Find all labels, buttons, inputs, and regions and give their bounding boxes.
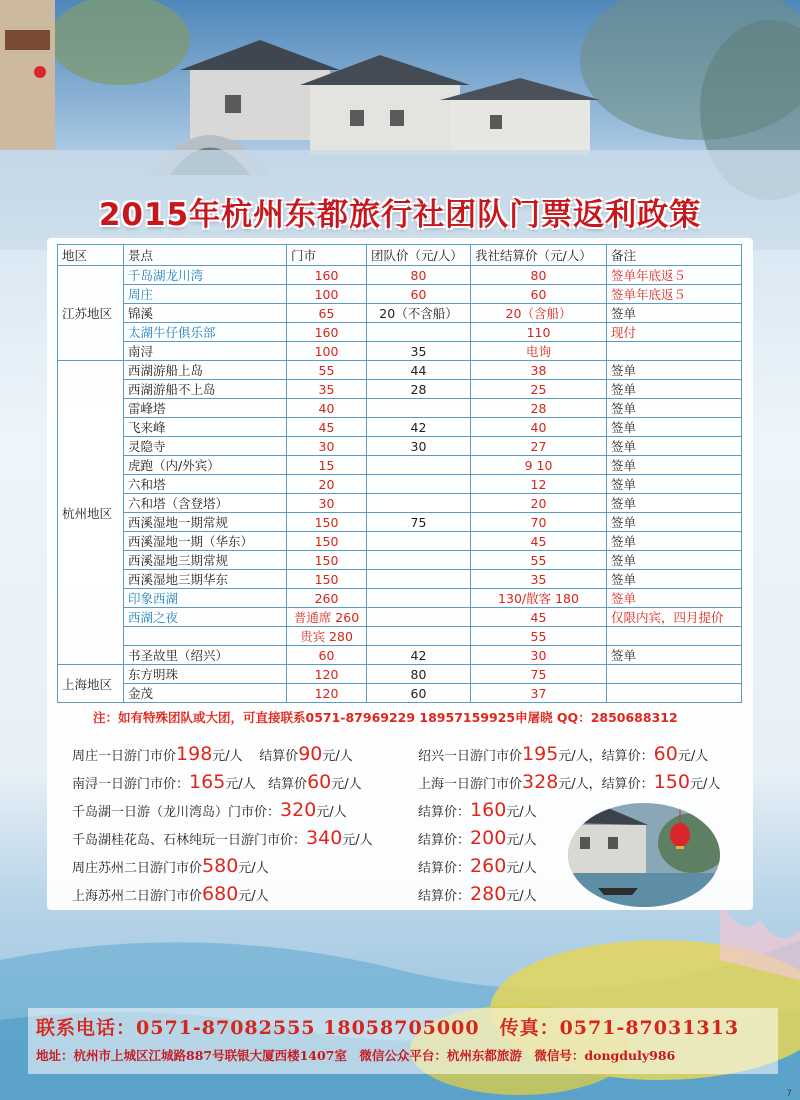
table-row — [58, 323, 742, 342]
retail-price: 55 — [287, 361, 367, 380]
table-row — [58, 418, 742, 437]
promo-settle: 160 — [470, 799, 507, 821]
table-row — [58, 513, 742, 532]
spot-name: 西湖游船不上岛 — [124, 380, 287, 399]
promo-retail: 580 — [202, 855, 239, 877]
table-row — [58, 551, 742, 570]
promo-label: 千岛湖一日游（龙川湾岛）门市价： — [72, 805, 281, 820]
promo-retail: 195 — [522, 743, 559, 765]
table-row — [58, 570, 742, 589]
spot-name: 六和塔（含登塔） — [124, 494, 287, 513]
group-price — [367, 494, 471, 513]
retail-price: 40 — [287, 399, 367, 418]
group-price — [367, 532, 471, 551]
promo-nanxun — [72, 771, 362, 793]
remark: 签单 — [607, 437, 742, 456]
promo-label: 上海苏州二日游门市价 — [72, 889, 203, 904]
page-title: 2015年杭州东都旅行社团队门票返利政策 — [98, 196, 702, 233]
promo-settle-label: 结算价 — [268, 777, 308, 792]
group-price — [367, 570, 471, 589]
spot-name: 西湖之夜 — [124, 608, 287, 627]
settle-price: 28 — [471, 399, 607, 418]
spot-name: 西溪湿地一期常规 — [124, 513, 287, 532]
promo-settle-label: 结算价： — [418, 833, 471, 848]
group-price — [367, 475, 471, 494]
settle-price: 55 — [471, 551, 607, 570]
settle-price: 60 — [471, 285, 607, 304]
promo-settle-label: 结算价： — [418, 889, 471, 904]
remark: 签单 — [607, 418, 742, 437]
promo-shanghai — [418, 771, 720, 793]
promo-shanghai-suzhou — [72, 883, 269, 905]
remark: 签单 — [607, 475, 742, 494]
promo-unit: 元/人 — [506, 805, 537, 820]
table-row — [58, 285, 742, 304]
promo-label: 周庄苏州二日游门市价 — [72, 861, 203, 876]
settle-price: 25 — [471, 380, 607, 399]
table-row — [58, 627, 742, 646]
retail-price: 30 — [287, 494, 367, 513]
settle-price: 电询 — [471, 342, 607, 361]
promo-retail: 680 — [202, 883, 239, 905]
retail-price: 60 — [287, 646, 367, 665]
promo-label: 上海一日游门市价 — [418, 777, 523, 792]
promo-unit: 元/人 — [238, 889, 269, 904]
retail-price: 15 — [287, 456, 367, 475]
table-row — [58, 456, 742, 475]
remark: 签单年底返５ — [607, 266, 742, 285]
table-row — [58, 342, 742, 361]
table-row — [58, 589, 742, 608]
promo-zhouzhuang-suzhou — [72, 855, 269, 877]
table-row — [58, 475, 742, 494]
settle-price: 9 10 — [471, 456, 607, 475]
group-price: 30 — [367, 437, 471, 456]
promo-unit: 元/人 — [677, 749, 709, 764]
group-price: 60 — [367, 684, 471, 703]
settle-price: 20 — [471, 494, 607, 513]
group-price — [367, 589, 471, 608]
retail-price: 30 — [287, 437, 367, 456]
settle-price: 12 — [471, 475, 607, 494]
promo-qiandao — [72, 799, 347, 821]
promo-zhouzhuang-suzhou-settle — [418, 855, 537, 877]
promo-unit: 元/人 — [506, 889, 537, 904]
promo-label: 绍兴一日游门市价 — [418, 749, 523, 764]
settle-price: 70 — [471, 513, 607, 532]
spot-name: 六和塔 — [124, 475, 287, 494]
spot-name: 西湖游船上岛 — [124, 361, 287, 380]
header-settle: 我社结算价（元/人） — [471, 245, 607, 266]
spot-name — [124, 627, 287, 646]
water-town-photo — [568, 803, 720, 907]
retail-price: 35 — [287, 380, 367, 399]
settle-price: 27 — [471, 437, 607, 456]
group-price: 60 — [367, 285, 471, 304]
remark: 签单 — [607, 513, 742, 532]
remark: 签单 — [607, 551, 742, 570]
promo-unit: 元/人 — [506, 861, 537, 876]
promo-unit: 元/人，结算价： — [558, 777, 654, 792]
retail-price: 贵宾 280 — [287, 627, 367, 646]
promo-unit: 元/人 — [212, 749, 243, 764]
remark: 签单 — [607, 399, 742, 418]
settle-price: 38 — [471, 361, 607, 380]
spot-name: 雷峰塔 — [124, 399, 287, 418]
promo-guihua — [72, 827, 373, 849]
spot-name: 东方明珠 — [124, 665, 287, 684]
table-row — [58, 361, 742, 380]
group-price: 42 — [367, 418, 471, 437]
settle-price: 80 — [471, 266, 607, 285]
promo-retail: 328 — [522, 771, 559, 793]
settle-price: 75 — [471, 665, 607, 684]
promo-settle-label: 结算价： — [418, 861, 471, 876]
promo-settle-label: 结算价： — [418, 805, 471, 820]
table-row — [58, 646, 742, 665]
promo-settle: 60 — [653, 743, 678, 765]
settle-price: 20（含船） — [471, 304, 607, 323]
promo-unit: 元/人 — [342, 833, 373, 848]
group-price — [367, 551, 471, 570]
settle-price: 30 — [471, 646, 607, 665]
group-price — [367, 399, 471, 418]
region-shanghai: 上海地区 — [58, 665, 124, 703]
table-row — [58, 266, 742, 285]
spot-name: 千岛湖龙川湾 — [124, 266, 287, 285]
spot-name: 飞来峰 — [124, 418, 287, 437]
promo-unit: 元/人 — [238, 861, 269, 876]
contact-phone: 联系电话：0571-87082555 18058705000 传真：0571-87031313 — [36, 1017, 740, 1039]
contact-address: 地址：杭州市上城区江城路887号联银大厦西楼1407室 微信公众平台：杭州东都旅游 微信号：dongduly986 — [36, 1048, 676, 1063]
promo-unit: 元/人 — [322, 749, 353, 764]
group-price: 80 — [367, 665, 471, 684]
promo-settle: 200 — [470, 827, 507, 849]
spot-name: 太湖牛仔俱乐部 — [124, 323, 287, 342]
header-group: 团队价（元/人） — [367, 245, 471, 266]
price-table — [57, 244, 742, 703]
settle-price: 45 — [471, 608, 607, 627]
spot-name: 西溪湿地三期常规 — [124, 551, 287, 570]
promo-guihua-settle — [418, 827, 537, 849]
retail-price: 260 — [287, 589, 367, 608]
remark: 签单年底返５ — [607, 285, 742, 304]
settle-price: 45 — [471, 532, 607, 551]
promo-settle: 280 — [470, 883, 507, 905]
settle-price: 40 — [471, 418, 607, 437]
retail-price: 65 — [287, 304, 367, 323]
spot-name: 西溪湿地三期华东 — [124, 570, 287, 589]
table-row — [58, 608, 742, 627]
remark — [607, 665, 742, 684]
spot-name: 西溪湿地一期（华东） — [124, 532, 287, 551]
retail-price: 160 — [287, 323, 367, 342]
settle-price: 55 — [471, 627, 607, 646]
promo-qiandao-settle — [418, 799, 537, 821]
remark: 仅限内宾，四月提价 — [607, 608, 742, 627]
remark — [607, 684, 742, 703]
page-number: 7 — [786, 1089, 792, 1099]
group-price: 80 — [367, 266, 471, 285]
table-row — [58, 665, 742, 684]
group-price — [367, 323, 471, 342]
retail-price: 20 — [287, 475, 367, 494]
retail-price: 150 — [287, 570, 367, 589]
header-retail: 门市 — [287, 245, 367, 266]
remark: 现付 — [607, 323, 742, 342]
table-row — [58, 494, 742, 513]
promo-unit: 元/人 — [316, 805, 347, 820]
remark: 签单 — [607, 646, 742, 665]
promo-retail: 320 — [280, 799, 317, 821]
remark: 签单 — [607, 361, 742, 380]
promo-label: 千岛湖桂花岛、石林纯玩一日游门市价： — [72, 833, 307, 848]
settle-price: 110 — [471, 323, 607, 342]
promo-label: 南浔一日游门市价： — [72, 777, 190, 792]
promo-retail: 340 — [306, 827, 343, 849]
promo-unit: 元/人 — [331, 777, 362, 792]
table-row — [58, 380, 742, 399]
group-price — [367, 456, 471, 475]
promo-settle: 150 — [653, 771, 690, 793]
remark: 签单 — [607, 532, 742, 551]
retail-price: 150 — [287, 513, 367, 532]
group-price: 75 — [367, 513, 471, 532]
retail-price: 120 — [287, 684, 367, 703]
remark: 签单 — [607, 304, 742, 323]
retail-price: 45 — [287, 418, 367, 437]
retail-price: 160 — [287, 266, 367, 285]
retail-price: 120 — [287, 665, 367, 684]
remark: 签单 — [607, 380, 742, 399]
remark — [607, 627, 742, 646]
remark: 签单 — [607, 570, 742, 589]
spot-name: 书圣故里（绍兴） — [124, 646, 287, 665]
table-header-row — [58, 245, 742, 266]
settle-price: 37 — [471, 684, 607, 703]
settle-price: 35 — [471, 570, 607, 589]
group-price — [367, 608, 471, 627]
promo-unit: 元/人，结算价： — [558, 749, 654, 764]
promo-settle-label: 结算价 — [259, 749, 299, 764]
group-price: 44 — [367, 361, 471, 380]
table-row — [58, 437, 742, 456]
header-region: 地区 — [58, 245, 124, 266]
table-row — [58, 684, 742, 703]
retail-price: 150 — [287, 532, 367, 551]
retail-price: 100 — [287, 285, 367, 304]
table-row — [58, 399, 742, 418]
region-jiangsu: 江苏地区 — [58, 266, 124, 361]
group-price: 28 — [367, 380, 471, 399]
header-note: 备注 — [607, 245, 742, 266]
promo-settle: 60 — [307, 771, 332, 793]
remark: 签单 — [607, 494, 742, 513]
special-group-note: 注：如有特殊团队或大团，可直接联系0571-87969229 18957159925申屠晓 QQ：2850688312 — [93, 710, 678, 725]
retail-price: 普通席 260 — [287, 608, 367, 627]
spot-name: 金茂 — [124, 684, 287, 703]
settle-price: 130/散客 180 — [471, 589, 607, 608]
promo-shaoxing — [418, 743, 708, 765]
group-price: 42 — [367, 646, 471, 665]
table-row — [58, 532, 742, 551]
promo-zhouzhuang — [72, 743, 353, 765]
remark: 签单 — [607, 589, 742, 608]
spot-name: 周庄 — [124, 285, 287, 304]
promo-retail: 165 — [189, 771, 226, 793]
spot-name: 印象西湖 — [124, 589, 287, 608]
promo-label: 周庄一日游门市价 — [72, 749, 177, 764]
spot-name: 南浔 — [124, 342, 287, 361]
remark — [607, 342, 742, 361]
promo-retail: 198 — [176, 743, 213, 765]
spot-name: 灵隐寺 — [124, 437, 287, 456]
promo-settle: 90 — [298, 743, 323, 765]
retail-price: 150 — [287, 551, 367, 570]
header-spot: 景点 — [124, 245, 287, 266]
retail-price: 100 — [287, 342, 367, 361]
promo-unit: 元/人 — [689, 777, 721, 792]
promo-unit: 元/人 — [225, 777, 256, 792]
promo-settle: 260 — [470, 855, 507, 877]
group-price — [367, 627, 471, 646]
remark: 签单 — [607, 456, 742, 475]
promo-unit: 元/人 — [506, 833, 537, 848]
spot-name: 锦溪 — [124, 304, 287, 323]
spot-name: 虎跑（内/外宾） — [124, 456, 287, 475]
region-hangzhou: 杭州地区 — [58, 361, 124, 665]
group-price: 20（不含船） — [367, 304, 471, 323]
table-row — [58, 304, 742, 323]
group-price: 35 — [367, 342, 471, 361]
promo-shanghai-suzhou-settle — [418, 883, 537, 905]
